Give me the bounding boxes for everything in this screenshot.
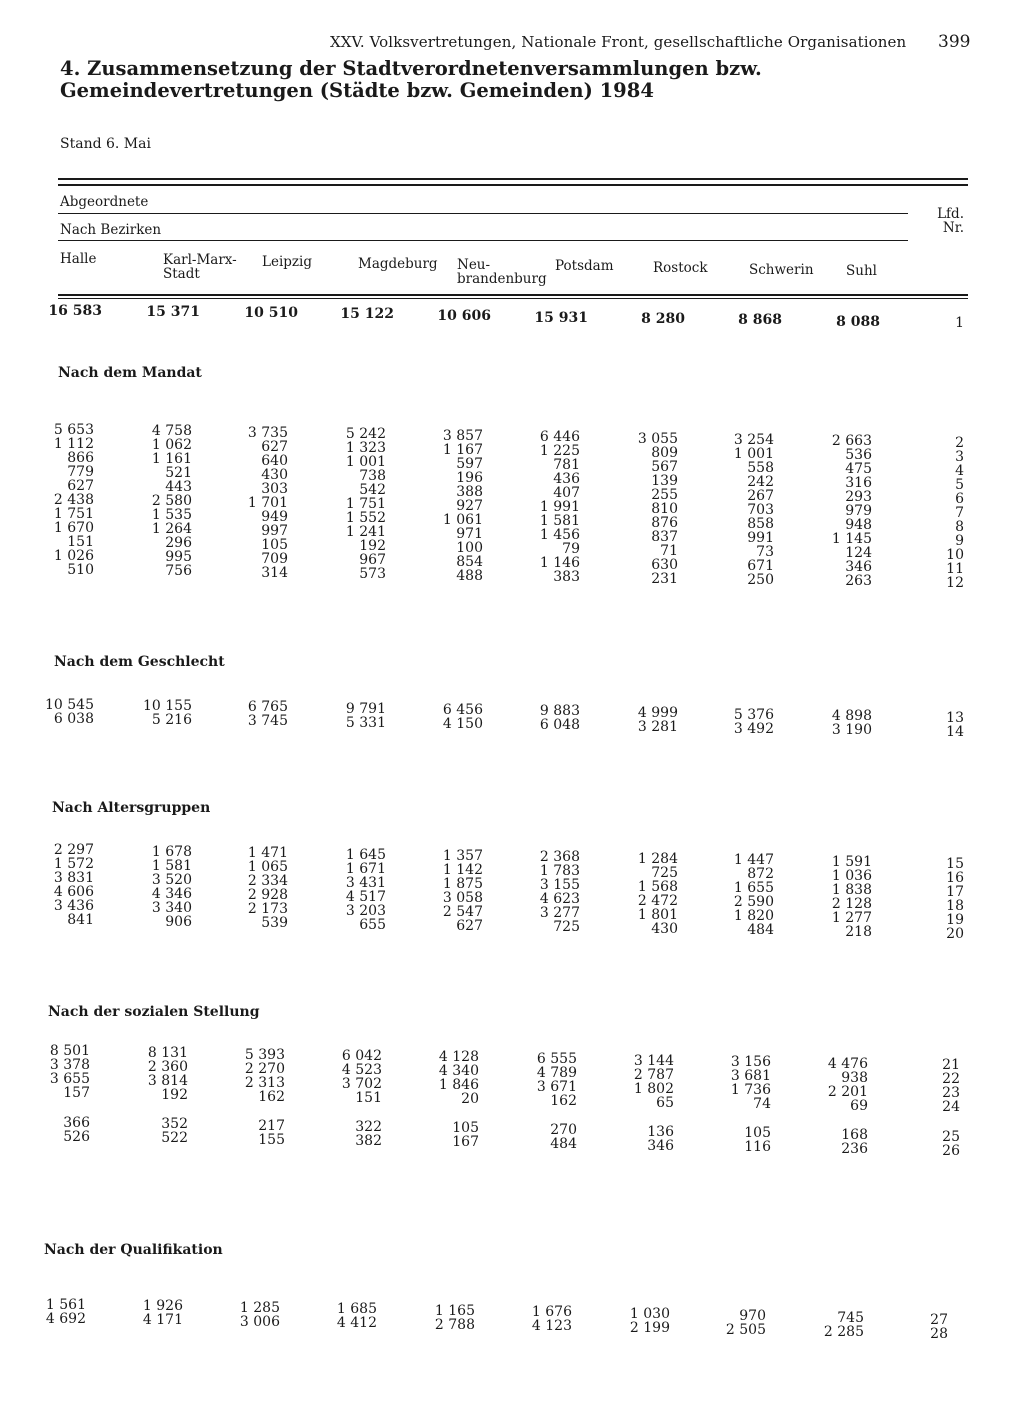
sozial-col-leipzig: 5 393 2 270 2 313 162 — [244, 1047, 285, 1105]
header-bottom-rule-2 — [58, 298, 968, 299]
qualifikation-col-suhl: 745 2 285 — [823, 1310, 864, 1340]
alter-col-magdeburg: 1 645 1 671 3 431 4 517 3 203 655 — [345, 847, 386, 933]
alter-col-schwerin: 1 447 872 1 655 2 590 1 820 484 — [733, 852, 774, 938]
sozial-b-col-rostock: 136 346 — [647, 1124, 674, 1154]
sozial-b-nr: 25 26 — [942, 1129, 960, 1159]
header-lfd-nr: Lfd. Nr. — [937, 206, 964, 236]
sozial-col-karl-marx-stadt: 8 131 2 360 3 814 192 — [147, 1045, 188, 1103]
geschlecht-col-rostock: 4 999 3 281 — [637, 705, 678, 735]
sozial-b-col-schwerin: 105 116 — [744, 1125, 771, 1155]
mandat-col-rostock: 3 055 809 567 139 255 810 876 837 71 630 231 — [637, 431, 678, 587]
mandat-col-schwerin: 3 254 1 001 558 242 267 703 858 991 73 671 250 — [733, 432, 774, 588]
sozial-b-col-karl-marx-stadt: 352 522 — [161, 1116, 188, 1146]
sozial-b-col-neubrandenburg: 105 167 — [452, 1120, 479, 1150]
geschlecht-col-neubrandenburg: 6 456 4 150 — [442, 702, 483, 732]
sozial-col-suhl: 4 476 938 2 201 69 — [827, 1056, 868, 1114]
alter-col-halle: 2 297 1 572 3 831 4 606 3 436 841 — [53, 842, 94, 928]
header-nach-bezirken: Nach Bezirken — [60, 222, 162, 238]
mandat-col-halle: 5 653 1 112 866 779 627 2 438 1 751 1 670 151 1 026 510 — [53, 422, 94, 578]
qualifikation-col-schwerin: 970 2 505 — [725, 1308, 766, 1338]
geschlecht-col-karl-marx-stadt: 10 155 5 216 — [143, 698, 192, 728]
total-cell-neubrandenburg: 10 606 — [437, 308, 491, 324]
running-head: XXV. Volksvertretungen, Nationale Front, gesellschaftliche Organisationen — [330, 33, 907, 51]
total-cell-rostock: 8 280 — [641, 311, 685, 327]
total-row-nr: 1 — [955, 315, 964, 331]
alter-col-rostock: 1 284 725 1 568 2 472 1 801 430 — [637, 851, 678, 937]
alter-col-karl-marx-stadt: 1 678 1 581 3 520 4 346 3 340 906 — [151, 844, 192, 930]
geschlecht-col-leipzig: 6 765 3 745 — [247, 699, 288, 729]
qualifikation-col-karl-marx-stadt: 1 926 4 171 — [142, 1298, 183, 1328]
total-cell-schwerin: 8 868 — [738, 312, 782, 328]
table-title: 4. Zusammensetzung der Stadtverordnetenversammlungen bzw. Gemeindevertretungen (Städte bzw. Gemeinden) 1984 — [60, 57, 762, 102]
top-rule-2 — [58, 184, 968, 186]
sozial-b-col-suhl: 168 236 — [841, 1127, 868, 1157]
section-title-soziale-stellung: Nach der sozialen Stellung — [48, 1004, 260, 1020]
qualifikation-col-potsdam: 1 676 4 123 — [531, 1304, 572, 1334]
sozial-b-col-magdeburg: 322 382 — [355, 1119, 382, 1149]
sozial-col-schwerin: 3 156 3 681 1 736 74 — [730, 1054, 771, 1112]
mandat-col-magdeburg: 5 242 1 323 1 001 738 542 1 751 1 552 1 241 192 967 573 — [345, 426, 386, 582]
section-title-mandat: Nach dem Mandat — [58, 365, 202, 381]
mandat-col-karl-marx-stadt: 4 758 1 062 1 161 521 443 2 580 1 535 1 264 296 995 756 — [151, 423, 192, 579]
total-cell-magdeburg: 15 122 — [340, 306, 394, 322]
geschlecht-col-magdeburg: 9 791 5 331 — [345, 701, 386, 731]
section-title-geschlecht: Nach dem Geschlecht — [54, 654, 225, 670]
total-cell-karl-marx-stadt: 15 371 — [146, 304, 200, 320]
col-header-suhl: Suhl — [846, 263, 877, 279]
section-title-altersgruppen: Nach Altersgruppen — [52, 800, 211, 816]
top-rule — [58, 178, 968, 180]
col-header-magdeburg: Magdeburg — [358, 256, 438, 272]
col-header-leipzig: Leipzig — [262, 254, 312, 270]
col-header-schwerin: Schwerin — [749, 262, 814, 278]
sozial-b-col-potsdam: 270 484 — [550, 1122, 577, 1152]
alter-col-suhl: 1 591 1 036 1 838 2 128 1 277 218 — [831, 854, 872, 940]
header-abgeordnete: Abgeordnete — [60, 194, 149, 210]
total-cell-suhl: 8 088 — [836, 314, 880, 330]
table-subtitle: Stand 6. Mai — [60, 136, 151, 152]
alter-col-neubrandenburg: 1 357 1 142 1 875 3 058 2 547 627 — [442, 848, 483, 934]
col-header-rostock: Rostock — [653, 260, 708, 276]
col-header-neubrandenburg: Neu- brandenburg — [457, 257, 547, 287]
col-header-karl-marx-stadt: Karl-Marx- Stadt — [163, 252, 237, 282]
mandat-col-leipzig: 3 735 627 640 430 303 1 701 949 997 105 709 314 — [247, 425, 288, 581]
col-header-halle: Halle — [60, 251, 97, 267]
header-bottom-rule — [58, 294, 968, 296]
sozial-col-halle: 8 501 3 378 3 655 157 — [49, 1043, 90, 1101]
total-cell-halle: 16 583 — [48, 303, 102, 319]
geschlecht-col-suhl: 4 898 3 190 — [831, 708, 872, 738]
abgeordnete-rule — [58, 213, 908, 214]
qualifikation-nr: 27 28 — [930, 1312, 948, 1342]
page-number: 399 — [938, 32, 971, 52]
section-title-qualifikation: Nach der Qualifikation — [44, 1242, 223, 1258]
mandat-col-neubrandenburg: 3 857 1 167 597 196 388 927 1 061 971 100 854 488 — [442, 428, 483, 584]
qualifikation-col-magdeburg: 1 685 4 412 — [336, 1301, 377, 1331]
qualifikation-col-neubrandenburg: 1 165 2 788 — [434, 1303, 475, 1333]
sozial-col-neubrandenburg: 4 128 4 340 1 846 20 — [438, 1049, 479, 1107]
sozial-col-magdeburg: 6 042 4 523 3 702 151 — [341, 1048, 382, 1106]
total-cell-potsdam: 15 931 — [534, 310, 588, 326]
mandat-col-potsdam: 6 446 1 225 781 436 407 1 991 1 581 1 456 79 1 146 383 — [539, 429, 580, 585]
sozial-col-potsdam: 6 555 4 789 3 671 162 — [536, 1051, 577, 1109]
alter-nr: 15 16 17 18 19 20 — [946, 856, 964, 942]
geschlecht-col-schwerin: 5 376 3 492 — [733, 707, 774, 737]
alter-col-potsdam: 2 368 1 783 3 155 4 623 3 277 725 — [539, 849, 580, 935]
qualifikation-col-leipzig: 1 285 3 006 — [239, 1300, 280, 1330]
geschlecht-nr: 13 14 — [946, 710, 964, 740]
sozial-nr: 21 22 23 24 — [942, 1057, 960, 1115]
sozial-col-rostock: 3 144 2 787 1 802 65 — [633, 1053, 674, 1111]
qualifikation-col-halle: 1 561 4 692 — [45, 1297, 86, 1327]
alter-col-leipzig: 1 471 1 065 2 334 2 928 2 173 539 — [247, 845, 288, 931]
bezirke-rule — [58, 240, 908, 241]
geschlecht-col-potsdam: 9 883 6 048 — [539, 703, 580, 733]
geschlecht-col-halle: 10 545 6 038 — [45, 697, 94, 727]
mandat-col-suhl: 2 663 536 475 316 293 979 948 1 145 124 346 263 — [831, 433, 872, 589]
total-cell-leipzig: 10 510 — [244, 305, 298, 321]
qualifikation-col-rostock: 1 030 2 199 — [629, 1306, 670, 1336]
sozial-b-col-halle: 366 526 — [63, 1115, 90, 1145]
mandat-nr: 2 3 4 5 6 7 8 9 10 11 12 — [946, 435, 964, 591]
col-header-potsdam: Potsdam — [555, 258, 614, 274]
sozial-b-col-leipzig: 217 155 — [258, 1118, 285, 1148]
